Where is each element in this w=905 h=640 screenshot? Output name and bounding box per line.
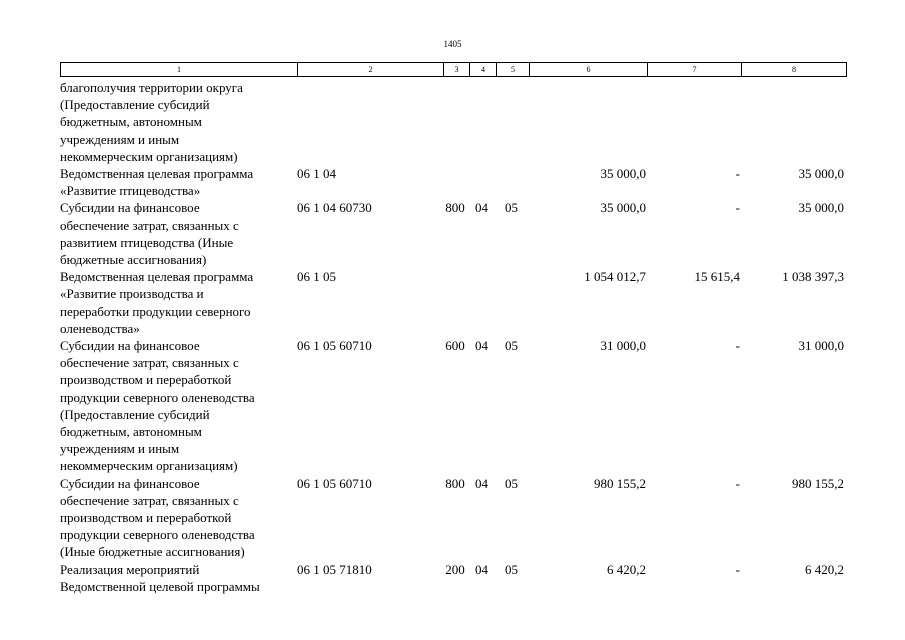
- row-change: -: [735, 200, 740, 216]
- row-name-line: Ведомственной целевой программы: [60, 578, 260, 594]
- column-header-row: [61, 63, 847, 77]
- column-header-7: 7: [648, 63, 742, 77]
- row-name: [60, 561, 296, 595]
- row-expense-type: 200: [445, 561, 465, 577]
- row-name: [60, 165, 296, 199]
- row-subsection: 05: [505, 475, 518, 491]
- column-header-2: 2: [298, 63, 444, 77]
- row-amount: 6 420,2: [607, 561, 646, 577]
- row-amount: 35 000,0: [600, 166, 646, 182]
- row-change: -: [735, 338, 740, 354]
- row-name-line: бюджетным, автономным: [60, 424, 202, 440]
- row-total: 35 000,0: [798, 166, 844, 182]
- column-header-table: [60, 62, 847, 77]
- row-name-line: производством и переработкой: [60, 372, 232, 388]
- column-header-4: 4: [470, 63, 497, 77]
- budget-table-body: [60, 79, 846, 595]
- row-amount: 980 155,2: [594, 475, 646, 491]
- table-row: [60, 268, 846, 337]
- row-expense-type: 600: [445, 338, 465, 354]
- row-name-line: Ведомственная целевая программа: [60, 269, 254, 285]
- row-name-line: некоммерческим организациям): [60, 148, 238, 164]
- row-target-code: 06 1 05 60710: [297, 475, 372, 491]
- row-expense-type: 800: [445, 475, 465, 491]
- row-name-line: (Предоставление субсидий: [60, 97, 210, 113]
- row-name-line: обеспечение затрат, связанных с: [60, 492, 239, 508]
- row-name-line: (Иные бюджетные ассигнования): [60, 544, 245, 560]
- row-name-line: «Развитие производства и: [60, 286, 204, 302]
- row-name-line: некоммерческим организациям): [60, 458, 238, 474]
- row-subsection: 05: [505, 338, 518, 354]
- row-name-line: (Предоставление субсидий: [60, 406, 210, 422]
- row-change: 15 615,4: [694, 269, 740, 285]
- row-section: 04: [475, 338, 488, 354]
- row-name: [60, 337, 296, 475]
- row-total: 35 000,0: [798, 200, 844, 216]
- row-section: 04: [475, 200, 488, 216]
- row-target-code: 06 1 05 71810: [297, 561, 372, 577]
- row-name-line: Субсидии на финансовое: [60, 200, 200, 216]
- row-change: -: [735, 475, 740, 491]
- row-amount: 35 000,0: [600, 200, 646, 216]
- row-total: 6 420,2: [805, 561, 844, 577]
- row-name-line: обеспечение затрат, связанных с: [60, 217, 239, 233]
- table-row: [60, 199, 846, 268]
- row-total: 31 000,0: [798, 338, 844, 354]
- row-name: [60, 475, 296, 561]
- row-amount: 1 054 012,7: [584, 269, 646, 285]
- table-row: [60, 337, 846, 475]
- row-name-line: продукции северного оленеводства: [60, 389, 255, 405]
- row-name-line: продукции северного оленеводства: [60, 527, 255, 543]
- row-change: -: [735, 561, 740, 577]
- row-target-code: 06 1 05: [297, 269, 336, 285]
- table-row: [60, 79, 846, 165]
- row-name: [60, 79, 296, 165]
- row-section: 04: [475, 475, 488, 491]
- row-name-line: оленеводства»: [60, 320, 140, 336]
- row-section: 04: [475, 561, 488, 577]
- row-total: 1 038 397,3: [782, 269, 844, 285]
- row-name-line: благополучия территории округа: [60, 80, 243, 95]
- row-name-line: обеспечение затрат, связанных с: [60, 355, 239, 371]
- row-amount: 31 000,0: [600, 338, 646, 354]
- row-name-line: производством и переработкой: [60, 510, 232, 526]
- row-subsection: 05: [505, 561, 518, 577]
- row-name-line: Реализация мероприятий: [60, 561, 200, 577]
- table-row: [60, 561, 846, 595]
- column-header-8: 8: [742, 63, 847, 77]
- row-name-line: Субсидии на финансовое: [60, 475, 200, 491]
- row-name: [60, 268, 296, 337]
- row-name-line: бюджетным, автономным: [60, 114, 202, 130]
- row-target-code: 06 1 05 60710: [297, 338, 372, 354]
- row-name-line: учреждениям и иным: [60, 441, 180, 457]
- row-total: 980 155,2: [792, 475, 844, 491]
- table-row: [60, 475, 846, 561]
- row-name-line: бюджетные ассигнования): [60, 252, 207, 268]
- column-header-1: 1: [61, 63, 298, 77]
- column-header-3: 3: [444, 63, 470, 77]
- row-name-line: Ведомственная целевая программа: [60, 166, 254, 182]
- column-header-5: 5: [497, 63, 530, 77]
- row-name-line: Субсидии на финансовое: [60, 338, 200, 354]
- row-change: -: [735, 166, 740, 182]
- row-target-code: 06 1 04 60730: [297, 200, 372, 216]
- row-name: [60, 199, 296, 268]
- row-name-line: развитием птицеводства (Иные: [60, 234, 234, 250]
- row-name-line: переработки продукции северного: [60, 303, 251, 319]
- page-number: 1405: [443, 39, 462, 49]
- column-header-6: 6: [530, 63, 648, 77]
- row-target-code: 06 1 04: [297, 166, 336, 182]
- row-name-line: учреждениям и иным: [60, 131, 180, 147]
- row-subsection: 05: [505, 200, 518, 216]
- row-expense-type: 800: [445, 200, 465, 216]
- row-name-line: «Развитие птицеводства»: [60, 183, 201, 199]
- table-row: [60, 165, 846, 199]
